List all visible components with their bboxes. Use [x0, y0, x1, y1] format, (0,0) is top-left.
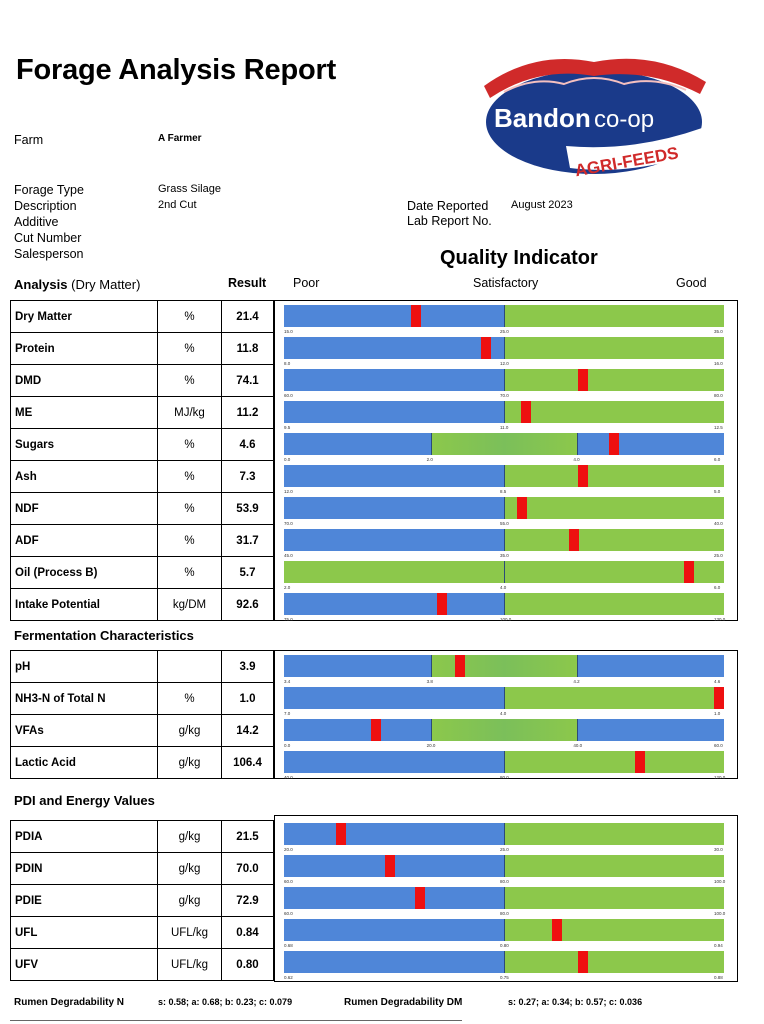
- bar-tick: [504, 751, 505, 773]
- quality-bar: [284, 561, 724, 590]
- table-row: [11, 589, 274, 621]
- forage-type-value: Grass Silage: [158, 183, 221, 195]
- tick-label: 80.0: [500, 911, 509, 916]
- tick-label: 70.0: [284, 521, 293, 526]
- row-name: VFAs: [11, 715, 158, 747]
- bar-tick: [504, 951, 505, 973]
- table-row: [11, 429, 274, 461]
- description-label: Description: [14, 199, 77, 213]
- tick-label: 30.0: [714, 847, 723, 852]
- table-row: [11, 525, 274, 557]
- tick-label: 40.0: [284, 775, 293, 780]
- row-unit: %: [158, 365, 222, 397]
- tick-label: 12.0: [500, 361, 509, 366]
- row-result: 4.6: [222, 429, 274, 461]
- row-name: Dry Matter: [11, 301, 158, 333]
- bar-segment: [577, 719, 724, 741]
- tick-label: 80.0: [714, 393, 723, 398]
- table-row: [11, 557, 274, 589]
- row-result: 11.2: [222, 397, 274, 429]
- tick-label: 25.0: [500, 329, 509, 334]
- result-marker: [437, 593, 447, 615]
- row-name: UFV: [11, 949, 158, 981]
- bar-segment: [284, 465, 504, 487]
- result-marker: [578, 369, 588, 391]
- result-marker: [371, 719, 381, 741]
- bar-tick: [504, 369, 505, 391]
- quality-bar: [284, 687, 724, 716]
- bar-tick: [504, 529, 505, 551]
- result-marker: [415, 887, 425, 909]
- tick-label: 45.0: [284, 553, 293, 558]
- quality-bar: [284, 497, 724, 526]
- tick-label: 40.0: [573, 743, 583, 748]
- tick-label: 9.5: [284, 425, 291, 430]
- bar-segment: [284, 887, 504, 909]
- bar-segment: [504, 855, 724, 877]
- tick-label: 16.0: [714, 361, 723, 366]
- date-reported-value: August 2023: [511, 199, 573, 211]
- bar-segment: [504, 305, 724, 327]
- row-unit: MJ/kg: [158, 397, 222, 429]
- result-marker: [385, 855, 395, 877]
- table-row: [11, 885, 274, 917]
- bar-segment: [284, 401, 504, 423]
- tick-label: 0.88: [714, 975, 723, 980]
- tick-label: 130.0: [714, 617, 726, 622]
- analysis-header: [14, 277, 140, 292]
- result-marker: [714, 687, 724, 709]
- row-unit: %: [158, 525, 222, 557]
- quality-bar: [284, 887, 726, 916]
- bar-segment: [284, 369, 504, 391]
- bar-segment: [284, 529, 504, 551]
- table-row: [11, 683, 274, 715]
- tick-label: 8.5: [500, 489, 507, 494]
- table-row: [11, 853, 274, 885]
- tick-label: 40.0: [714, 521, 723, 526]
- rumen-n-label: Rumen Degradability N: [14, 997, 125, 1008]
- bar-segment: [284, 823, 504, 845]
- quality-bar: [284, 369, 724, 398]
- bar-segment: [504, 497, 724, 519]
- row-name: NDF: [11, 493, 158, 525]
- result-marker: [336, 823, 346, 845]
- row-name: PDIA: [11, 821, 158, 853]
- row-result: 31.7: [222, 525, 274, 557]
- bar-segment: [504, 465, 724, 487]
- bar-segment: [284, 337, 504, 359]
- row-unit: g/kg: [158, 747, 222, 779]
- description-value: 2nd Cut: [158, 199, 197, 211]
- bar-segment: [284, 655, 431, 677]
- quality-bar: [284, 465, 724, 494]
- bar-segment: [284, 497, 504, 519]
- row-unit: %: [158, 557, 222, 589]
- row-name: Oil (Process B): [11, 557, 158, 589]
- table-row: [11, 397, 274, 429]
- tick-label: 12.5: [714, 425, 723, 430]
- row-name: DMD: [11, 365, 158, 397]
- row-result: 92.6: [222, 589, 274, 621]
- scale-good: Good: [676, 276, 707, 290]
- tick-label: 35.0: [500, 553, 509, 558]
- quality-bar: [284, 823, 724, 852]
- bandon-coop-logo: [474, 42, 714, 190]
- dry-matter-note: (Dry Matter): [71, 277, 141, 292]
- row-name: PDIE: [11, 885, 158, 917]
- quality-bar: [284, 919, 724, 948]
- result-marker: [517, 497, 527, 519]
- bar-segment: [284, 919, 504, 941]
- bar-tick: [431, 655, 432, 677]
- bar-segment: [504, 887, 724, 909]
- row-name: Intake Potential: [11, 589, 158, 621]
- bar-tick: [504, 337, 505, 359]
- bar-segment: [504, 401, 724, 423]
- row-name: Sugars: [11, 429, 158, 461]
- bar-tick: [504, 497, 505, 519]
- bar-segment: [284, 719, 431, 741]
- tick-label: 1.0: [714, 711, 721, 716]
- tick-label: 100.0: [714, 879, 726, 884]
- result-marker: [609, 433, 619, 455]
- tick-label: 70.0: [500, 393, 509, 398]
- bar-segment: [284, 751, 504, 773]
- result-marker: [411, 305, 421, 327]
- result-marker: [578, 465, 588, 487]
- row-unit: %: [158, 429, 222, 461]
- rumen-dm-value: s: 0.27; a: 0.34; b: 0.57; c: 0.036: [508, 997, 643, 1007]
- row-result: 3.9: [222, 651, 274, 683]
- tick-label: 0.75: [500, 975, 509, 980]
- bar-tick: [504, 593, 505, 615]
- scale-satisfactory: Satisfactory: [473, 276, 539, 290]
- rumen-dm-label: Rumen Degradability DM: [344, 997, 463, 1008]
- row-unit: g/kg: [158, 821, 222, 853]
- result-marker: [635, 751, 645, 773]
- quality-bar: [284, 719, 724, 748]
- farm-label: Farm: [14, 133, 44, 147]
- bar-segment: [431, 655, 578, 677]
- quality-bar: [284, 951, 724, 980]
- rumen-n-value: s: 0.58; a: 0.68; b: 0.23; c: 0.079: [158, 997, 293, 1007]
- table-row: [11, 917, 274, 949]
- tick-label: 3.4: [284, 679, 291, 684]
- result-marker: [684, 561, 694, 583]
- logo-sub: AGRI-FEEDS: [573, 143, 680, 181]
- tick-label: 120.0: [714, 775, 726, 780]
- tick-label: 6.0: [714, 585, 721, 590]
- tick-label: 0.80: [500, 943, 509, 948]
- tick-label: 100.0: [500, 617, 512, 622]
- result-marker: [552, 919, 562, 941]
- quality-bar: [284, 593, 726, 622]
- result-marker: [578, 951, 588, 973]
- bar-segment: [504, 337, 724, 359]
- row-unit: g/kg: [158, 715, 222, 747]
- bar-tick: [504, 919, 505, 941]
- tick-label: 100.0: [714, 911, 726, 916]
- quality-bar: [284, 855, 726, 884]
- tick-label: 0.0: [284, 743, 291, 748]
- row-result: 53.9: [222, 493, 274, 525]
- pdi-title: PDI and Energy Values: [14, 793, 155, 808]
- row-unit: %: [158, 493, 222, 525]
- bar-tick: [504, 401, 505, 423]
- tick-label: 35.0: [714, 329, 723, 334]
- tick-label: 60.0: [714, 743, 723, 748]
- bar-segment: [504, 593, 724, 615]
- tick-label: 3.8: [426, 679, 433, 684]
- forage-type-label: Forage Type: [14, 183, 84, 197]
- tick-label: 2.0: [284, 585, 291, 590]
- tick-label: 20.0: [284, 847, 293, 852]
- footer-divider: [10, 1020, 462, 1021]
- tick-label: 7.0: [284, 711, 291, 716]
- result-header: Result: [228, 276, 267, 290]
- tick-label: 4.0: [500, 585, 507, 590]
- table-row: [11, 333, 274, 365]
- table-row: [11, 821, 274, 853]
- table-row: [11, 715, 274, 747]
- tick-label: 8.0: [284, 361, 291, 366]
- bar-segment: [284, 593, 504, 615]
- bar-tick: [504, 465, 505, 487]
- logo-suffix: co-op: [594, 106, 655, 133]
- analysis-label: Analysis: [14, 277, 68, 292]
- row-name: ME: [11, 397, 158, 429]
- result-marker: [569, 529, 579, 551]
- bar-segment: [284, 951, 504, 973]
- bar-tick: [577, 719, 578, 741]
- row-unit: UFL/kg: [158, 917, 222, 949]
- row-result: 11.8: [222, 333, 274, 365]
- row-unit: %: [158, 301, 222, 333]
- row-result: 0.84: [222, 917, 274, 949]
- lab-report-label: Lab Report No.: [407, 214, 492, 228]
- fermentation-title: Fermentation Characteristics: [14, 628, 194, 643]
- result-marker: [455, 655, 465, 677]
- row-result: 7.3: [222, 461, 274, 493]
- date-reported-label: Date Reported: [407, 199, 489, 213]
- bar-tick: [504, 687, 505, 709]
- row-unit: g/kg: [158, 885, 222, 917]
- fermentation-table: [10, 650, 274, 779]
- farm-value: A Farmer: [158, 133, 202, 144]
- row-unit: %: [158, 683, 222, 715]
- tick-label: 0.62: [284, 975, 293, 980]
- bar-segment: [284, 687, 504, 709]
- row-result: 70.0: [222, 853, 274, 885]
- bar-tick: [577, 655, 578, 677]
- table-row: [11, 365, 274, 397]
- result-marker: [521, 401, 531, 423]
- quality-indicator-title: Quality Indicator: [440, 247, 598, 269]
- tick-label: 60.0: [284, 879, 293, 884]
- table-row: [11, 747, 274, 779]
- row-name: NH3-N of Total N: [11, 683, 158, 715]
- row-name: Ash: [11, 461, 158, 493]
- bar-segment: [431, 433, 578, 455]
- logo-name: Bandon: [494, 103, 591, 133]
- bar-tick: [504, 561, 505, 583]
- quality-bar: [284, 751, 726, 780]
- bar-tick: [504, 305, 505, 327]
- row-unit: %: [158, 333, 222, 365]
- table-row: [11, 301, 274, 333]
- table-row: [11, 949, 274, 981]
- bar-segment: [577, 433, 724, 455]
- row-name: Lactic Acid: [11, 747, 158, 779]
- table-row: [11, 461, 274, 493]
- quality-bar: [284, 401, 724, 430]
- row-result: 0.80: [222, 949, 274, 981]
- row-result: 106.4: [222, 747, 274, 779]
- row-unit: kg/DM: [158, 589, 222, 621]
- tick-label: 12.0: [284, 489, 293, 494]
- tick-label: 4.0: [500, 711, 507, 716]
- tick-label: 4.2: [573, 679, 580, 684]
- scale-poor: Poor: [293, 276, 320, 290]
- row-result: 14.2: [222, 715, 274, 747]
- quality-bar: [284, 337, 724, 366]
- tick-label: 80.0: [500, 879, 509, 884]
- tick-label: 0.68: [284, 943, 293, 948]
- bar-tick: [504, 855, 505, 877]
- tick-label: 0.94: [714, 943, 723, 948]
- tick-label: 4.0: [573, 457, 580, 462]
- quality-bar: [284, 655, 724, 684]
- quality-bar: [284, 305, 724, 334]
- bar-segment: [504, 687, 724, 709]
- bar-segment: [577, 655, 724, 677]
- tick-label: 60.0: [284, 911, 293, 916]
- cut-number-label: Cut Number: [14, 231, 82, 245]
- tick-label: 4.6: [714, 679, 721, 684]
- row-unit: [158, 651, 222, 683]
- result-marker: [481, 337, 491, 359]
- tick-label: 15.0: [284, 329, 293, 334]
- bar-segment: [504, 369, 724, 391]
- row-unit: UFL/kg: [158, 949, 222, 981]
- tick-label: 80.0: [500, 775, 509, 780]
- tick-label: 55.0: [500, 521, 509, 526]
- bar-tick: [431, 719, 432, 741]
- bar-segment: [504, 919, 724, 941]
- page-title: Forage Analysis Report: [16, 54, 337, 86]
- bar-tick: [577, 433, 578, 455]
- tick-label: 6.0: [714, 457, 721, 462]
- tick-label: 0.0: [284, 457, 291, 462]
- pdi-table: [10, 820, 274, 981]
- tick-label: 2.0: [426, 457, 433, 462]
- row-name: ADF: [11, 525, 158, 557]
- row-name: PDIN: [11, 853, 158, 885]
- tick-label: 11.0: [500, 425, 509, 430]
- row-name: pH: [11, 651, 158, 683]
- tick-label: 5.0: [714, 489, 721, 494]
- bar-tick: [504, 887, 505, 909]
- additive-label: Additive: [14, 215, 59, 229]
- row-result: 1.0: [222, 683, 274, 715]
- row-result: 72.9: [222, 885, 274, 917]
- row-result: 21.4: [222, 301, 274, 333]
- row-name: Protein: [11, 333, 158, 365]
- table-row: [11, 493, 274, 525]
- bar-tick: [431, 433, 432, 455]
- bar-segment: [504, 951, 724, 973]
- bar-tick: [504, 823, 505, 845]
- bar-segment: [504, 823, 724, 845]
- tick-label: 25.0: [500, 847, 509, 852]
- tick-label: 20.0: [426, 743, 436, 748]
- row-result: 21.5: [222, 821, 274, 853]
- row-result: 5.7: [222, 557, 274, 589]
- bar-segment: [504, 529, 724, 551]
- tick-label: 75.0: [284, 617, 293, 622]
- bar-segment: [284, 433, 431, 455]
- quality-bar: [284, 433, 724, 462]
- row-result: 74.1: [222, 365, 274, 397]
- quality-bar: [284, 529, 724, 558]
- bar-segment: [284, 305, 504, 327]
- tick-label: 25.0: [714, 553, 723, 558]
- table-row: [11, 651, 274, 683]
- analysis-table: [10, 300, 274, 621]
- row-unit: g/kg: [158, 853, 222, 885]
- tick-label: 60.0: [284, 393, 293, 398]
- bar-segment: [431, 719, 578, 741]
- row-name: UFL: [11, 917, 158, 949]
- row-unit: %: [158, 461, 222, 493]
- bar-segment: [504, 751, 724, 773]
- salesperson-label: Salesperson: [14, 247, 84, 261]
